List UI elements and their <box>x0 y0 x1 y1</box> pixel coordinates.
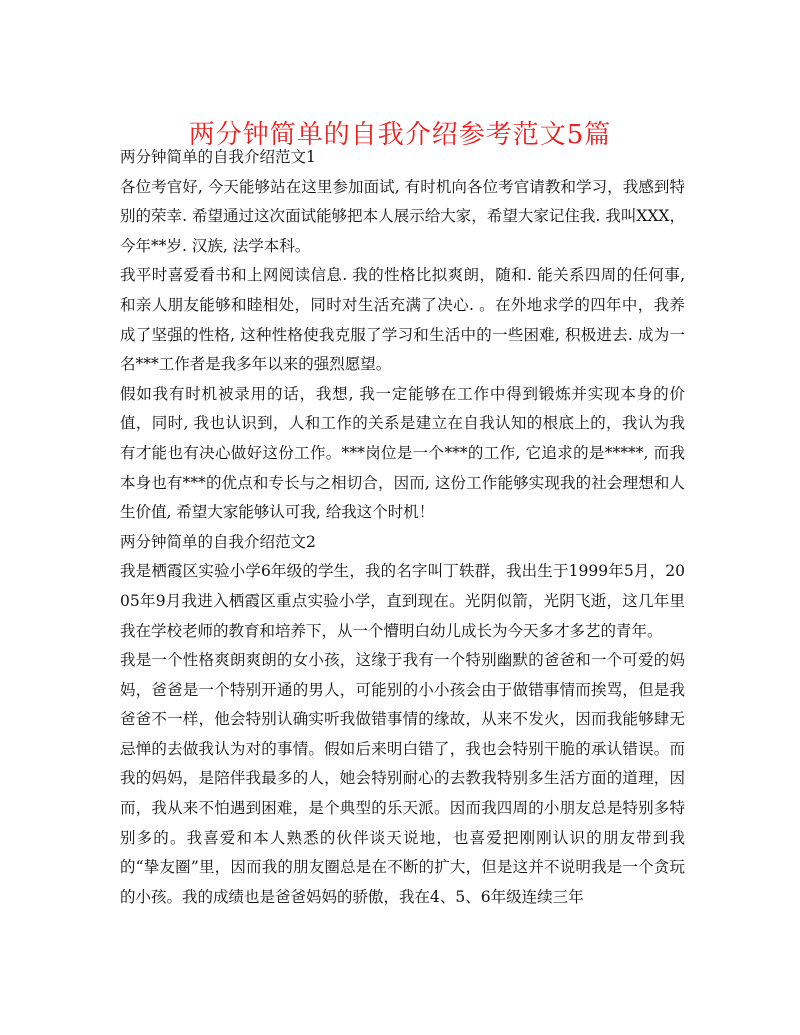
paragraph: 我是栖霞区实验小学6年级的学生，我的名字叫丁轶群，我出生于1999年5月，2005年9月我进入栖霞区重点实验小学，直到现在。光阴似箭，光阴飞逝，这几年里我在学校老师的教育和培养下，从一个懵明白幼儿成长为今天多才多艺的青年。 <box>120 562 685 640</box>
paragraph: 我是一个性格爽朗爽朗的女小孩，这缘于我有一个特别幽默的爸爸和一个可爱的妈妈，爸爸是一个特别开通的男人，可能别的小小孩会由于做错事情而挨骂，但是我爸爸不一样，他会特别认确实听我做错事情的缘故，从来不发火，因而我能够肆无忌惮的去做我认为对的事情。假如后来明白错了，我也会特别干脆的承认错误。而我的妈妈，是陪伴我最多的人，她会特别耐心的去教我特别多生活方面的道理，因而，我从来不怕遇到困难，是个典型的乐天派。因而我四周的小朋友总是特别多特别多的。我喜爱和本人熟悉的伙伴谈天说地，也喜爱把刚刚认识的朋友带到我的“挚友圈”里，因而我的朋友圈总是在不断的扩大，但是这并不说明我是一个贪玩的小孩。我的成绩也是爸爸妈妈的骄傲，我在4、5、6年级连续三年 <box>120 651 685 906</box>
paragraph: 我平时喜爱看书和上网阅读信息. 我的性格比拟爽朗，随和. 能关系四周的任何事, 和亲人朋友能够和睦相处，同时对生活充满了决心. 。在外地求学的四年中，我养成了坚强的性格, 这种性格使我克服了学习和生活中的一些困难, 积极进去. 成为一名***工作者是我多年以来的强烈愿望。 <box>120 266 685 374</box>
section-heading-1: 两分钟简单的自我介绍范文1 <box>120 148 316 166</box>
paragraph: 各位考官好, 今天能够站在这里参加面试, 有时机向各位考官请教和学习，我感到特别的荣幸. 希望通过这次面试能够把本人展示给大家，希望大家记住我. 我叫XXX，今年**岁. 汉族, 法学本科。 <box>120 177 685 255</box>
section-heading-2: 两分钟简单的自我介绍范文2 <box>120 532 316 551</box>
document-title: 两分钟简单的自我介绍参考范文5篇 <box>188 120 612 151</box>
document-body <box>120 143 685 912</box>
paragraph: 假如我有时机被录用的话，我想, 我一定能够在工作中得到锻炼并实现本身的价值，同时, 我也认识到，人和工作的关系是建立在自我认知的根底上的，我认为我有才能也有决心做好这份工作。***岗位是一个***的工作, 它追求的是*****, 而我本身也有***的优点和专长与之相切合，因而, 这份工作能够实现我的社会理想和人生价值, 希望大家能够认可我, 给我这个时机！ <box>120 384 685 522</box>
